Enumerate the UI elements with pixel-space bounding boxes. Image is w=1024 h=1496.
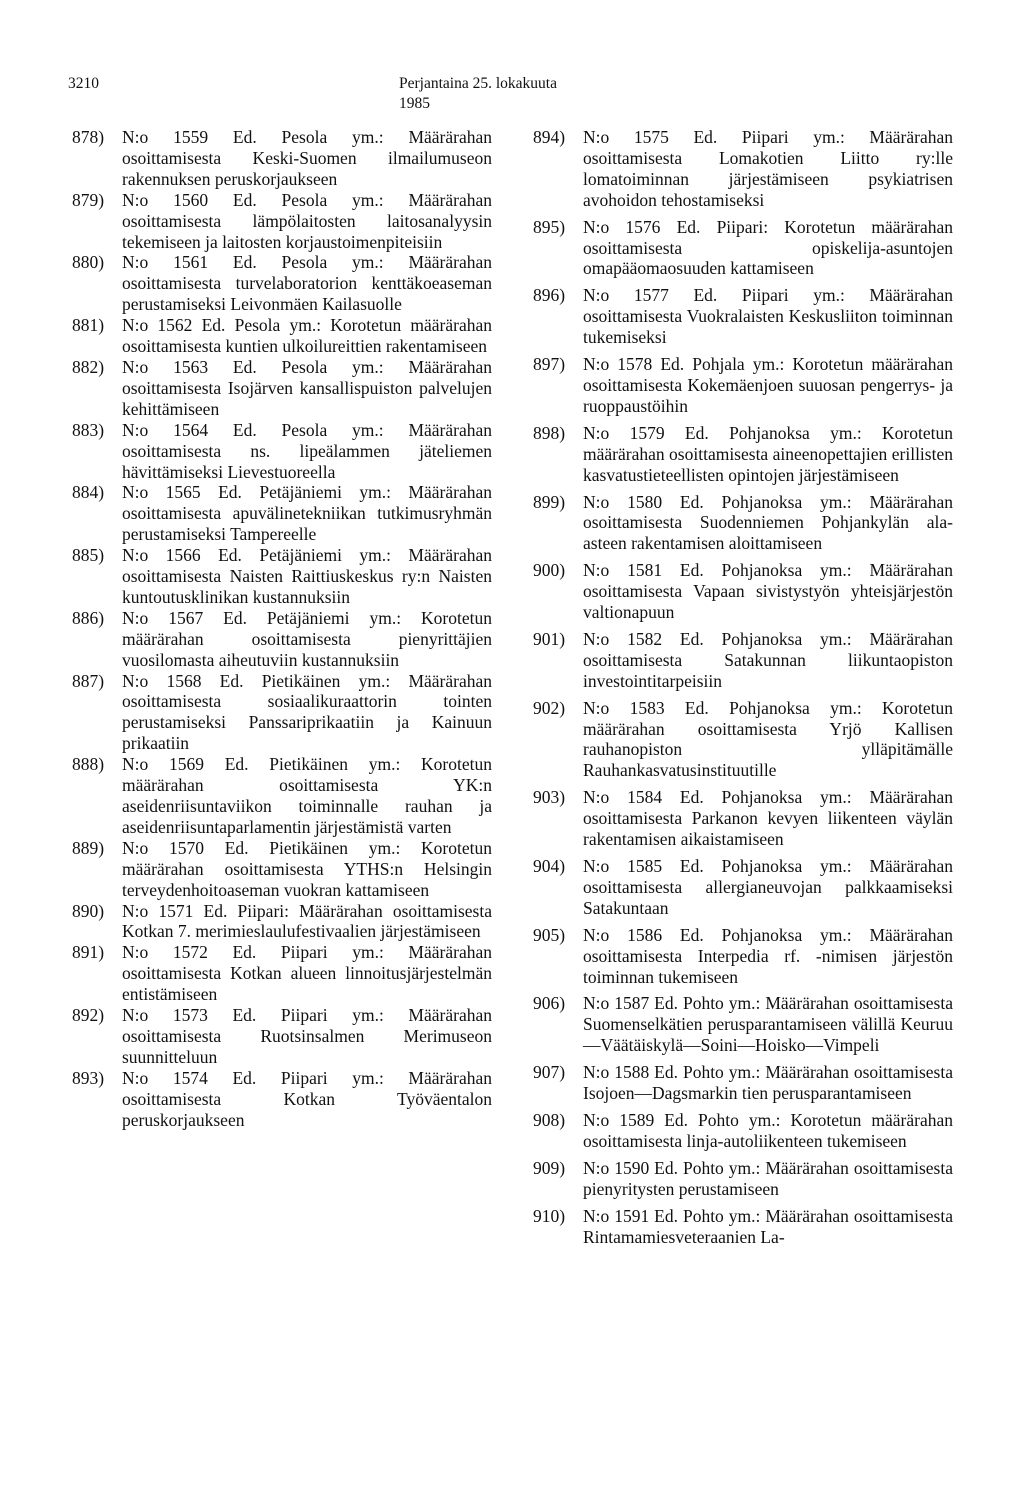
item-text: N:o 1580 Ed. Pohjanoksa ym.: Määrärahan osoittamisesta Suodenniemen Pohjankylän ala-asteen rakentamisen aloittamiseen [583,491,953,554]
list-item [533,285,953,348]
list-item [72,754,492,838]
item-text: N:o 1573 Ed. Piipari ym.: Määrärahan osoittamisesta Ruotsinsalmen Merimuseon suunnitteluun [122,1005,492,1067]
item-text: N:o 1564 Ed. Pesola ym.: Määrärahan osoittamisesta ns. lipeälammen jäteliemen hävittämiseksi Lievestuoreella [122,419,492,482]
item-number: 902) [533,697,566,718]
list-item [72,252,492,315]
list-item [72,608,492,671]
item-text: N:o 1566 Ed. Petäjäniemi ym.: Määrärahan osoittamisesta Naisten Raittiuskeskus ry:n Naisten kuntoutusklinikan kustannuksiin [122,545,492,607]
item-number: 879) [72,189,105,210]
item-number: 905) [533,924,566,945]
list-item [533,1110,953,1152]
list-item [533,423,953,486]
item-text: N:o 1581 Ed. Pohjanoksa ym.: Määrärahan osoittamisesta Vapaan sivistystyön yhteisjärjestön valtionapuun [583,560,953,623]
item-text: N:o 1577 Ed. Piipari ym.: Määrärahan osoittamisesta Vuokralaisten Keskusliiton toiminnan tukemiseksi [583,285,953,348]
list-item [72,1005,492,1068]
left-column [72,127,492,1131]
item-number: 895) [533,216,566,237]
list-item [533,217,953,280]
item-text: N:o 1585 Ed. Pohjanoksa ym.: Määrärahan osoittamisesta allergianeuvojan palkkaamiseksi Satakuntaan [583,856,953,918]
item-number: 901) [533,628,566,649]
item-text: N:o 1582 Ed. Pohjanoksa ym.: Määrärahan osoittamisesta Satakunnan liikuntaopiston investointitarpeisiin [583,628,953,691]
list-item [72,357,492,420]
item-number: 882) [72,356,105,377]
item-text: N:o 1589 Ed. Pohto ym.: Korotetun määrärahan osoittamisesta linja-autoliikenteen tukemiseen [583,1109,953,1151]
item-text: N:o 1588 Ed. Pohto ym.: Määrärahan osoittamisesta Isojoen—Dagsmarkin tien perusparantamiseen [583,1062,953,1104]
item-number: 888) [72,754,105,775]
item-number: 907) [533,1062,566,1083]
item-text: N:o 1584 Ed. Pohjanoksa ym.: Määrärahan osoittamisesta Parkanon kevyen liikenteen väylän rakentamisen aikaistamiseen [583,787,953,850]
item-number: 884) [72,482,105,503]
item-text: N:o 1579 Ed. Pohjanoksa ym.: Korotetun määrärahan osoittamisesta aineenopettajien erillisten kasvatustieteellisten opintojen järjestämiseen [583,422,953,485]
list-item [533,993,953,1056]
item-text: N:o 1563 Ed. Pesola ym.: Määrärahan osoittamisesta Isojärven kansallispuiston palvelujen kehittämiseen [122,356,492,419]
item-number: 906) [533,993,566,1014]
item-text: N:o 1591 Ed. Pohto ym.: Määrärahan osoittamisesta Rintamamiesveteraanien La- [583,1205,953,1247]
list-item [72,420,492,483]
item-number: 893) [72,1067,105,1088]
list-item [72,838,492,901]
page-header [68,74,568,112]
item-text: N:o 1578 Ed. Pohjala ym.: Korotetun määrärahan osoittamisesta Kokemäenjoen suuosan pengerrys- ja ruoppaustöihin [583,354,953,416]
list-item [72,1068,492,1131]
item-number: 890) [72,900,105,921]
item-text: N:o 1571 Ed. Piipari: Määrärahan osoittamisesta Kotkan 7. merimieslaulufestivaalien järjestämiseen [122,900,492,942]
list-item [72,901,492,943]
item-text: N:o 1570 Ed. Pietikäinen ym.: Korotetun määrärahan osoittamisesta YTHS:n Helsingin terveydenhoitoaseman vuokran kattamiseen [122,837,492,900]
list-item [533,1206,953,1248]
item-text: N:o 1565 Ed. Petäjäniemi ym.: Määrärahan osoittamisesta apuvälinetekniikan tutkimusryhmän perustamiseksi Tampereelle [122,482,492,545]
item-number: 896) [533,285,566,306]
item-text: N:o 1568 Ed. Pietikäinen ym.: Määrärahan osoittamisesta sosiaalikuraattorin tointen perustamiseksi Panssariprikaatiin ja Kainuun prikaatiin [122,670,492,754]
item-text: N:o 1567 Ed. Petäjäniemi ym.: Korotetun määrärahan osoittamisesta pienyrittäjien vuosilomasta aiheutuviin kustannuksiin [122,607,492,670]
item-number: 889) [72,837,105,858]
item-text: N:o 1560 Ed. Pesola ym.: Määrärahan osoittamisesta lämpölaitosten laitosanalyysin tekemiseen ja laitosten korjaustoimenpiteisiin [122,189,492,252]
item-number: 904) [533,856,566,876]
item-number: 881) [72,315,105,336]
item-number: 883) [72,419,105,440]
item-number: 885) [72,545,105,566]
item-number: 886) [72,607,105,628]
list-item [72,482,492,545]
item-text: N:o 1572 Ed. Piipari ym.: Määrärahan osoittamisesta Kotkan alueen linnoitusjärjestelmän entistämiseen [122,942,492,1005]
list-item [72,127,492,190]
item-number: 908) [533,1109,566,1130]
item-number: 909) [533,1157,566,1178]
item-number: 903) [533,787,566,808]
item-text: N:o 1575 Ed. Piipari ym.: Määrärahan osoittamisesta Lomakotien Liitto ry:lle lomatoiminnan järjestämiseen psykiatrisen avohoidon tehostamiseksi [583,127,953,210]
item-text: N:o 1586 Ed. Pohjanoksa ym.: Määrärahan osoittamisesta Interpedia rf. -nimisen järjestön toiminnan tukemiseen [583,924,953,987]
list-item [533,1158,953,1200]
item-text: N:o 1576 Ed. Piipari: Korotetun määrärahan osoittamisesta opiskelija-asuntojen omapääomaosuuden kattamiseen [583,216,953,279]
item-number: 887) [72,670,105,691]
item-number: 900) [533,560,566,581]
right-column [533,127,953,1247]
item-number: 898) [533,422,566,443]
list-item [533,698,953,782]
item-text: N:o 1559 Ed. Pesola ym.: Määrärahan osoittamisesta Keski-Suomen ilmailumuseon rakennuksen peruskorjaukseen [122,127,492,189]
list-item [72,942,492,1005]
running-title: Perjantaina 25. lokakuuta 1985 [399,75,557,112]
list-item [533,629,953,692]
item-number: 880) [72,252,105,273]
item-number: 891) [72,942,105,963]
item-number: 892) [72,1005,105,1026]
list-item [533,354,953,417]
list-item [72,190,492,253]
item-number: 897) [533,354,566,375]
item-text: N:o 1583 Ed. Pohjanoksa ym.: Korotetun määrärahan osoittamisesta Yrjö Kallisen rauhanopiston ylläpitämälle Rauhankasvatusinstituutille [583,697,953,781]
list-item [533,856,953,919]
page-number: 3210 [68,75,99,92]
item-text: N:o 1587 Ed. Pohto ym.: Määrärahan osoittamisesta Suomenselkätien perusparantamiseen välillä Keuruu—Väätäiskylä—Soini—Hoisko—Vimpeli [583,993,953,1056]
item-text: N:o 1590 Ed. Pohto ym.: Määrärahan osoittamisesta pienyritysten perustamiseen [583,1157,953,1199]
item-number: 899) [533,491,566,512]
list-item [533,1062,953,1104]
list-item [72,545,492,608]
item-number: 878) [72,127,105,147]
item-text: N:o 1562 Ed. Pesola ym.: Korotetun määrärahan osoittamisesta kuntien ulkoilureittien rakentamiseen [122,315,492,357]
list-item [533,492,953,555]
item-text: N:o 1574 Ed. Piipari ym.: Määrärahan osoittamisesta Kotkan Työväentalon peruskorjaukseen [122,1067,492,1130]
item-number: 910) [533,1205,566,1226]
list-item [533,560,953,623]
list-item [533,787,953,850]
item-text: N:o 1561 Ed. Pesola ym.: Määrärahan osoittamisesta turvelaboratorion kenttäkoeaseman perustamiseksi Leivonmäen Kailasuolle [122,252,492,315]
item-number: 894) [533,127,566,147]
list-item [533,925,953,988]
list-item [72,671,492,755]
item-text: N:o 1569 Ed. Pietikäinen ym.: Korotetun määrärahan osoittamisesta YK:n aseidenriisuntaviikon toiminnalle rauhan ja aseidenriisuntaparlamentin järjestämistä varten [122,754,492,837]
list-item [72,315,492,357]
list-item [533,127,953,211]
